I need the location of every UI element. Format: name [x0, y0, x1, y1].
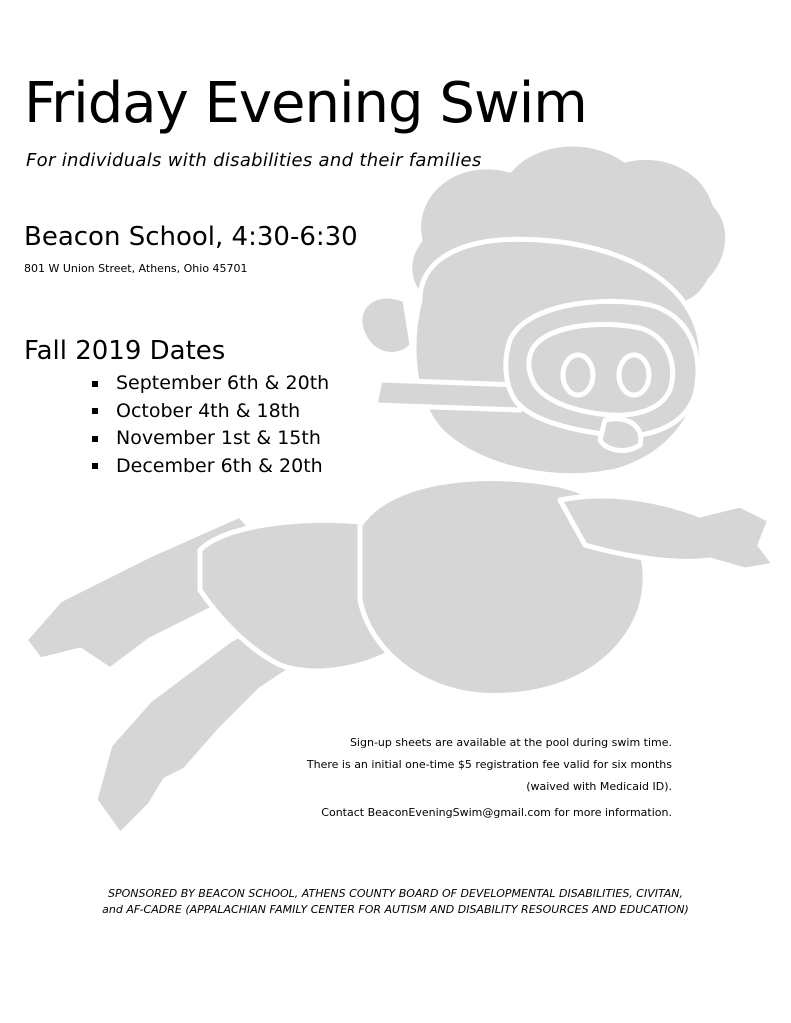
date-label: November 1st & 15th [116, 427, 321, 449]
bullet-icon [92, 463, 98, 469]
sponsor-line-1: SPONSORED BY BEACON SCHOOL, ATHENS COUNTY BOARD OF DEVELOPMENTAL DISABILITIES, CIVITAN, [108, 887, 683, 900]
ear [360, 296, 412, 354]
sponsor-footer [0, 886, 791, 918]
location-heading: Beacon School, 4:30-6:30 [24, 222, 358, 252]
dates-heading: Fall 2019 Dates [24, 336, 226, 366]
right-eye [619, 355, 649, 395]
address: 801 W Union Street, Athens, Ohio 45701 [24, 262, 248, 275]
list-item [92, 370, 329, 398]
sponsor-line-2: and AF-CADRE (APPALACHIAN FAMILY CENTER FOR AUTISM AND DISABILITY RESOURCES AND EDUCATION) [102, 903, 689, 916]
bullet-icon [92, 436, 98, 442]
page-title: Friday Evening Swim [24, 71, 587, 136]
goggle-lens [529, 324, 673, 415]
goggle-strap [375, 380, 520, 410]
bullet-icon [92, 381, 98, 387]
list-item [92, 425, 329, 453]
date-label: December 6th & 20th [116, 454, 323, 477]
info-medicaid: (waived with Medicaid ID). [526, 780, 672, 793]
left-eye [563, 355, 593, 395]
info-signup: Sign-up sheets are available at the pool during swim time. [349, 736, 672, 749]
dates-list [92, 370, 329, 480]
info-fee: There is an initial one-time $5 registration fee valid for six months [306, 758, 672, 771]
list-item [92, 398, 329, 426]
info-contact: Contact BeaconEveningSwim@gmail.com for more information. [321, 806, 672, 819]
date-label: October 4th & 18th [116, 399, 301, 422]
info-block [307, 732, 672, 824]
list-item [92, 453, 329, 481]
bullet-icon [92, 408, 98, 414]
nose [600, 419, 641, 451]
subtitle: For individuals with disabilities and their families [26, 150, 482, 171]
date-label: September 6th & 20th [116, 372, 330, 394]
